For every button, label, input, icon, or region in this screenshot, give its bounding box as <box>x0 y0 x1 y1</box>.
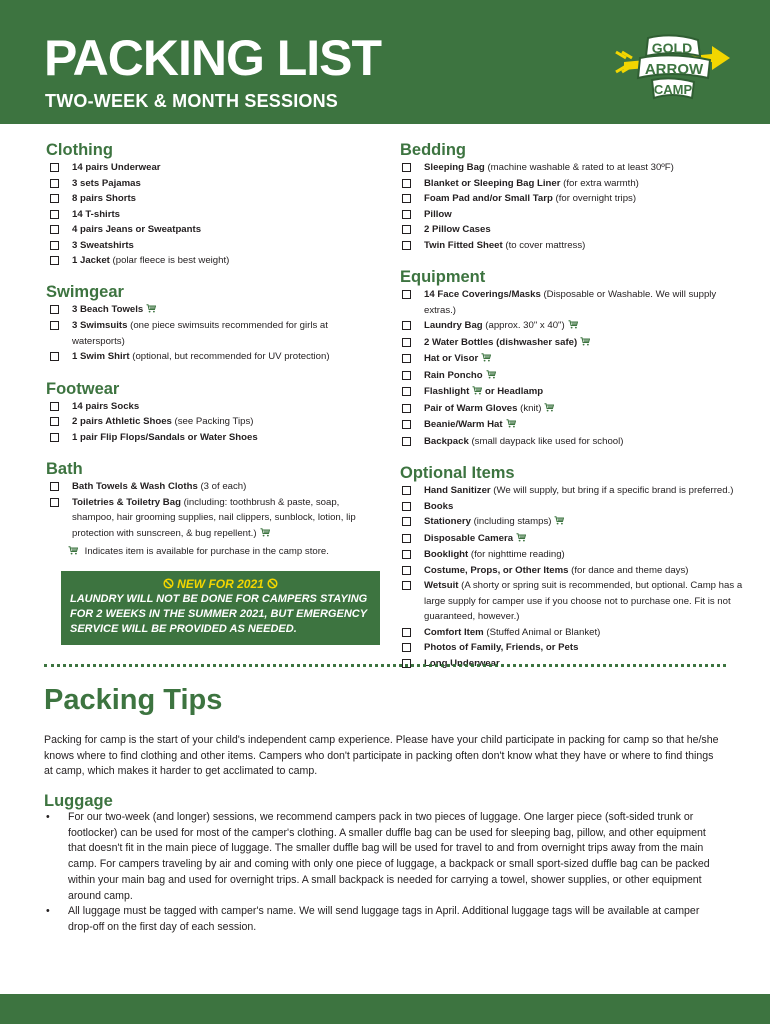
item-detail: (optional, but recommended for UV protection) <box>129 351 330 362</box>
shopping-cart-icon <box>486 369 496 385</box>
checkbox-icon[interactable] <box>402 210 411 219</box>
item-name: Blanket or Sleeping Bag Liner <box>424 177 561 189</box>
checklist-item <box>50 253 380 269</box>
checkbox-icon[interactable] <box>402 321 411 330</box>
checklist-item <box>402 417 745 434</box>
item-detail: (3 of each) <box>197 481 247 492</box>
checkbox-icon[interactable] <box>50 402 59 411</box>
item-name: Foam Pad and/or Small Tarp <box>424 193 553 204</box>
checkbox-icon[interactable] <box>50 256 59 265</box>
shopping-cart-icon <box>472 385 482 401</box>
checklist-item <box>50 479 380 495</box>
checkbox-icon[interactable] <box>50 163 59 172</box>
checkbox-icon[interactable] <box>50 225 59 234</box>
item-detail: (for extra warmth) <box>560 177 639 189</box>
cart-legend <box>68 546 329 558</box>
bath-list <box>50 479 380 542</box>
checklist-item <box>402 531 745 548</box>
item-name: 1 Jacket <box>72 255 110 266</box>
checklist-item <box>402 368 745 385</box>
checkbox-icon[interactable] <box>50 321 59 330</box>
optional-items-list <box>402 483 745 671</box>
item-name: 1 Swim Shirt <box>72 351 130 362</box>
section-title-bedding: Bedding <box>400 141 466 159</box>
checkbox-icon[interactable] <box>402 643 411 652</box>
checklist-item <box>50 414 380 430</box>
shopping-cart-icon <box>516 532 526 548</box>
equipment-list <box>402 287 745 449</box>
shopping-cart-icon <box>260 527 270 543</box>
header-banner <box>0 0 770 124</box>
logo-text-arrow: ARROW <box>644 61 704 78</box>
checkbox-icon[interactable] <box>50 498 59 507</box>
checklist-item <box>402 563 745 579</box>
checkbox-icon[interactable] <box>50 179 59 188</box>
checkbox-icon[interactable] <box>402 550 411 559</box>
section-title-optional-items: Optional Items <box>400 464 515 482</box>
checklist-item <box>402 335 745 352</box>
checkbox-icon[interactable] <box>402 517 411 526</box>
checkbox-icon[interactable] <box>402 581 411 590</box>
checkbox-icon[interactable] <box>402 502 411 511</box>
checkbox-icon[interactable] <box>402 486 411 495</box>
checkbox-icon[interactable] <box>402 371 411 380</box>
checklist-item <box>50 349 380 365</box>
checklist-item <box>50 318 380 349</box>
shopping-cart-icon <box>506 418 516 434</box>
checkbox-icon[interactable] <box>402 437 411 446</box>
checkbox-icon[interactable] <box>402 241 411 250</box>
item-detail: (Disposable or Washable. We will supply extras.) <box>424 289 717 316</box>
section-title-footwear: Footwear <box>46 379 120 398</box>
item-name: Booklight <box>424 549 469 560</box>
luggage-text-2: All luggage must be tagged with camper's name. We will send luggage tags in April. Additional luggage tags will be available at camper drop-off on the first day of each session. <box>68 905 700 933</box>
item-name: Long Underwear <box>424 657 500 669</box>
shopping-cart-icon <box>68 546 78 558</box>
checkbox-icon[interactable] <box>50 433 59 442</box>
checkbox-icon[interactable] <box>402 163 411 172</box>
checklist-item <box>50 302 380 319</box>
item-name: 3 Swimsuits <box>72 320 128 331</box>
checklist-item <box>50 207 380 223</box>
page-title: PACKING LIST <box>44 30 382 86</box>
item-name: Pair of Warm Gloves <box>424 402 518 414</box>
bedding-list <box>402 160 745 253</box>
checkbox-icon[interactable] <box>402 420 411 429</box>
checkbox-icon[interactable] <box>402 354 411 363</box>
item-detail: (approx. 30" x 40") <box>482 320 565 331</box>
item-detail: (We will supply, but bring if a specific brand is preferred.) <box>490 485 734 496</box>
shopping-cart-icon <box>568 319 578 335</box>
item-name: Hat or Visor <box>424 353 479 364</box>
item-name: Disposable Camera <box>424 532 514 544</box>
item-name: 3 Sweatshirts <box>72 239 134 251</box>
checkbox-icon[interactable] <box>402 194 411 203</box>
luggage-text-1: For our two-week (and longer) sessions, we recommend campers pack in two pieces of luggage. One larger piece (soft-sided trunk or footlocker) can be used for most of the camper's clothing. A smaller duffle bag can be used for sleeping bag, pillow, and other equipment that doesn't fit in the main piece of luggage. The smaller duffle bag will be used for travel to and from overnight trips away from the main camp. For campers traveling by air and coming with only one piece of luggage, a backpack or small sport-sized duffle bag can be packed within your main bag and used for overnight trips. A small backpack is needed for carrying a towel, shower supplies, or other equipment around camp. <box>68 811 710 902</box>
checklist-item <box>402 222 745 238</box>
item-name: 14 pairs Socks <box>72 400 140 412</box>
item-name: 2 Water Bottles (dishwasher safe) <box>424 336 578 348</box>
bullet: • <box>46 905 50 918</box>
shopping-cart-icon <box>544 402 554 418</box>
checklist-item <box>402 401 745 418</box>
list-item <box>44 904 724 935</box>
checklist-item <box>402 287 745 318</box>
checkbox-icon[interactable] <box>402 534 411 543</box>
item-detail: (see Packing Tips) <box>171 416 254 427</box>
checklist-item <box>402 384 745 401</box>
checklist-item <box>402 351 745 368</box>
list-item <box>44 810 724 904</box>
checklist-item <box>402 578 745 625</box>
checklist-item <box>402 160 745 176</box>
item-name: Stationery <box>424 516 471 527</box>
no-symbol-icon <box>163 577 174 591</box>
packing-tips-intro: Packing for camp is the start of your child's independent camp experience. Please have your child participate in packing for camp so that he/she knows where to find clothing and other items. Campers who don't participate in packing often don't know what they have or where to find things at camp, which makes it harder to get acclimated to camp. <box>44 734 719 778</box>
left-column <box>46 140 380 542</box>
laundry-notice <box>61 571 380 645</box>
item-detail: (Stuffed Animal or Blanket) <box>483 626 601 638</box>
item-detail: (one piece swimsuits recommended for girls at watersports) <box>72 320 328 347</box>
swimgear-list <box>50 302 380 365</box>
item-name: Wetsuit <box>424 580 459 591</box>
checkbox-icon[interactable] <box>402 404 411 413</box>
checkbox-icon[interactable] <box>402 179 411 188</box>
item-detail: (knit) <box>517 402 542 414</box>
checklist-item <box>402 483 745 499</box>
checkbox-icon[interactable] <box>50 241 59 250</box>
notice-title-text: NEW FOR 2021 <box>177 577 264 591</box>
item-name: Books <box>424 500 454 512</box>
item-detail: (A shorty or spring suit is recommended, but optional. Camp has a large supply for camper use if you choose not to purchase one. Fit is not guaranteed, however.) <box>424 580 743 622</box>
checkbox-icon[interactable] <box>402 566 411 575</box>
checkbox-icon[interactable] <box>402 387 411 396</box>
item-name: Hand Sanitizer <box>424 485 491 496</box>
footer-bar <box>0 994 770 1024</box>
item-name: Twin Fitted Sheet <box>424 239 503 251</box>
clothing-list <box>50 160 380 269</box>
checklist-item <box>402 640 745 656</box>
logo-text-camp: CAMP <box>653 82 693 97</box>
checkbox-icon[interactable] <box>50 482 59 491</box>
item-detail: (including: toothbrush & paste, soap, shampoo, hair grooming supplies, nail clippers, sunblock, lotion, lip protection with sunscreen, & bug repellent.) <box>72 496 356 539</box>
item-name: Toiletries & Toiletry Bag <box>72 496 181 508</box>
item-name: Flashlight <box>424 386 470 397</box>
item-name: 1 pair Flip Flops/Sandals or Water Shoes <box>72 431 258 443</box>
checklist-item <box>402 191 745 207</box>
shopping-cart-icon <box>580 336 590 352</box>
item-name: 3 sets Pajamas <box>72 177 141 189</box>
item-detail: (polar fleece is best weight) <box>109 255 230 266</box>
checkbox-icon[interactable] <box>50 194 59 203</box>
checklist-item <box>402 434 745 450</box>
checkbox-icon[interactable] <box>50 417 59 426</box>
checklist-item <box>50 222 380 238</box>
shopping-cart-icon <box>554 515 564 531</box>
notice-body: LAUNDRY WILL NOT BE DONE FOR CAMPERS STAYING FOR 2 WEEKS IN THE SUMMER 2021, BUT EMERGENCY SERVICE WILL BE PROVIDED AS NEEDED. <box>70 593 368 635</box>
item-name: Pillow <box>424 208 452 220</box>
item-name: Comfort Item <box>424 626 484 638</box>
checklist-item <box>402 547 745 563</box>
logo-text-gold: GOLD <box>651 40 693 56</box>
section-title-clothing: Clothing <box>46 141 113 159</box>
item-name: Backpack <box>424 435 469 447</box>
item-name: Photos of Family, Friends, or Pets <box>424 642 579 653</box>
checklist-item <box>402 238 745 254</box>
item-name-alt: or Headlamp <box>482 386 544 397</box>
gold-arrow-camp-logo <box>612 34 732 106</box>
checkbox-icon[interactable] <box>402 628 411 637</box>
item-name: 4 pairs Jeans or Sweatpants <box>72 224 202 235</box>
shopping-cart-icon <box>146 303 156 319</box>
checklist-item <box>50 238 380 254</box>
checkbox-icon[interactable] <box>402 290 411 299</box>
right-column <box>400 140 745 671</box>
checklist-item <box>402 514 745 531</box>
item-detail: (for dance and theme days) <box>568 564 689 576</box>
checklist-item <box>402 207 745 223</box>
checkbox-icon[interactable] <box>402 225 411 234</box>
item-detail: (to cover mattress) <box>502 239 586 251</box>
item-detail: (machine washable & rated to at least 30ºF) <box>484 162 674 173</box>
checklist-item <box>402 625 745 641</box>
notice-title <box>61 577 380 591</box>
checklist-item <box>50 430 380 446</box>
item-name: 3 Beach Towels <box>72 303 144 315</box>
checklist-item <box>50 160 380 176</box>
section-title-swimgear: Swimgear <box>46 282 124 301</box>
page-subtitle: TWO-WEEK & MONTH SESSIONS <box>45 91 338 111</box>
section-divider <box>44 664 726 667</box>
item-name: Bath Towels & Wash Cloths <box>72 481 198 492</box>
cart-legend-text: Indicates item is available for purchase in the camp store. <box>84 546 329 557</box>
item-name: 2 Pillow Cases <box>424 224 491 235</box>
checkbox-icon[interactable] <box>50 210 59 219</box>
checklist-item <box>402 318 745 335</box>
item-name: Laundry Bag <box>424 320 483 331</box>
item-name: 8 pairs Shorts <box>72 193 136 204</box>
checklist-item <box>50 176 380 192</box>
item-detail: (for nighttime reading) <box>468 549 565 560</box>
item-name: Costume, Props, or Other Items <box>424 564 569 576</box>
checkbox-icon[interactable] <box>50 352 59 361</box>
item-name: Rain Poncho <box>424 369 483 381</box>
bullet: • <box>46 811 50 823</box>
shopping-cart-icon <box>481 352 491 368</box>
checklist-item <box>402 499 745 515</box>
checkbox-icon[interactable] <box>50 305 59 314</box>
section-title-equipment: Equipment <box>400 268 486 286</box>
item-name: 2 pairs Athletic Shoes <box>72 416 172 427</box>
checklist-item <box>50 495 380 543</box>
item-name: 14 pairs Underwear <box>72 162 161 173</box>
luggage-list <box>44 810 724 936</box>
no-symbol-icon <box>267 577 278 591</box>
item-name: Sleeping Bag <box>424 162 485 173</box>
item-detail: (for overnight trips) <box>552 193 637 204</box>
item-name: 14 T-shirts <box>72 208 120 220</box>
packing-tips-title: Packing Tips <box>44 684 223 716</box>
checklist-item <box>50 191 380 207</box>
luggage-title: Luggage <box>44 792 113 810</box>
item-name: Beanie/Warm Hat <box>424 419 503 430</box>
section-title-bath: Bath <box>46 460 83 478</box>
checkbox-icon[interactable] <box>402 338 411 347</box>
item-detail: (small daypack like used for school) <box>468 435 624 447</box>
footwear-list <box>50 399 380 446</box>
item-detail: (including stamps) <box>470 516 552 527</box>
item-name: 14 Face Coverings/Masks <box>424 289 541 300</box>
checklist-item <box>50 399 380 415</box>
checklist-item <box>402 176 745 192</box>
